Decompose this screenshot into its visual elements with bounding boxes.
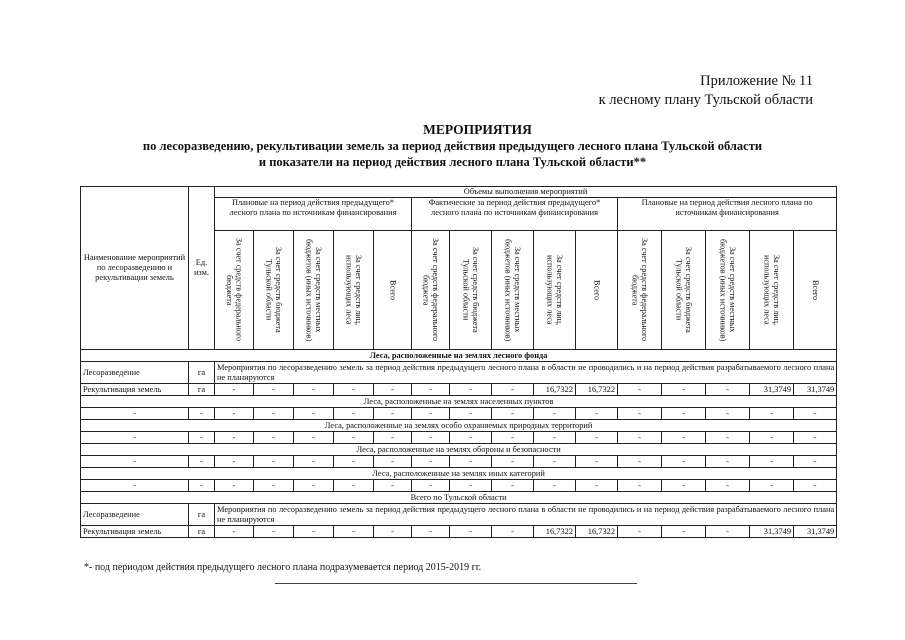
header-group-planned-new: Плановые на период действия лесного плана по источникам финансирования (618, 198, 837, 231)
row-note: Мероприятия по лесоразведению земель за период действия предыдущего лесного плана в области не проводились и на период действия разрабатываемого лесного плана не планируются (215, 504, 837, 526)
row-name: Рекультивация земель (81, 526, 189, 538)
section-row (81, 350, 837, 362)
section-forest-fund: Леса, расположенные на землях лесного фонда (81, 350, 837, 362)
cell: - (492, 384, 534, 396)
cell: - (294, 526, 334, 538)
table-row: - - - - - - - - - - - - - - - - - (81, 480, 837, 492)
section-row (81, 492, 837, 504)
section-settlements: Леса, расположенные на землях населенных пунктов (81, 396, 837, 408)
appendix-caption (599, 72, 813, 110)
cell: - (662, 526, 706, 538)
cell: - (450, 526, 492, 538)
header-local: За счет средств местных бюджетов (иных источников) (294, 231, 334, 350)
table-row (81, 384, 837, 396)
cell-plan-users: 31,3749 (750, 384, 794, 396)
cell: - (254, 526, 294, 538)
header-unit: Ед. изм. (189, 187, 215, 350)
section-row (81, 420, 837, 432)
cell: - (374, 384, 412, 396)
cell: - (334, 526, 374, 538)
row-name: Лесоразведение (81, 504, 189, 526)
section-other-categories: Леса, расположенные на землях иных категорий (81, 468, 837, 480)
header-users: За счет средств лиц, использующих леса (334, 231, 374, 350)
table-row (81, 504, 837, 526)
header-local: За счет средств местных бюджетов (иных источников) (706, 231, 750, 350)
title-line-3: и показатели на период действия лесного плана Тульской области** (258, 155, 647, 169)
row-unit: га (189, 384, 215, 396)
cell-plan-total: 31,3749 (794, 384, 837, 396)
bottom-divider (275, 583, 637, 584)
section-row (81, 468, 837, 480)
header-total: Всего (374, 231, 412, 350)
cell-fact-total: 16,7322 (576, 384, 618, 396)
row-unit: га (189, 526, 215, 538)
cell-plan-users: 31,3749 (750, 526, 794, 538)
section-row (81, 444, 837, 456)
cell: - (662, 384, 706, 396)
section-row (81, 396, 837, 408)
title-heading: МЕРОПРИЯТИЯ (423, 122, 532, 137)
cell: - (412, 526, 450, 538)
cell: - (492, 526, 534, 538)
document-title (0, 122, 905, 170)
table-row: - - - - - - - - - - - - - - - - - (81, 408, 837, 420)
header-users: За счет средств лиц, использующих леса (534, 231, 576, 350)
appendix-number: Приложение № 11 (700, 73, 813, 89)
cell: - (618, 526, 662, 538)
table-row (81, 526, 837, 538)
table-row: - - - - - - - - - - - - - - - - - (81, 456, 837, 468)
table-row (81, 362, 837, 384)
header-local: За счет средств местных бюджетов (иных источников) (492, 231, 534, 350)
footnote: *- под периодом действия предыдущего лесного плана подразумевается период 2015-2019 гг. (84, 562, 482, 573)
header-federal: За счет средств федерального бюджета (618, 231, 662, 350)
header-volumes: Объемы выполнения мероприятий (215, 187, 837, 198)
cell-fact-users: 16,7322 (534, 526, 576, 538)
cell: - (334, 384, 374, 396)
header-total: Всего (576, 231, 618, 350)
row-unit: га (189, 362, 215, 384)
header-name: Наименование мероприятий по лесоразведению и рекультивации земель (81, 187, 189, 350)
cell-fact-total: 16,7322 (576, 526, 618, 538)
header-federal: За счет средств федерального бюджета (412, 231, 450, 350)
section-total-region: Всего по Тульской области (81, 492, 837, 504)
table-row: - - - - - - - - - - - - - - - - - (81, 432, 837, 444)
header-regional: За счет средств бюджета Тульской области (450, 231, 492, 350)
row-name: Рекультивация земель (81, 384, 189, 396)
header-users: За счет средств лиц, использующих леса (750, 231, 794, 350)
cell: - (706, 384, 750, 396)
cell: - (294, 384, 334, 396)
cell: - (412, 384, 450, 396)
measures-table (80, 186, 837, 538)
cell-fact-users: 16,7322 (534, 384, 576, 396)
header-federal: За счет средств федерального бюджета (215, 231, 254, 350)
header-total: Всего (794, 231, 837, 350)
row-unit: га (189, 504, 215, 526)
section-defense: Леса, расположенные на землях обороны и безопасности (81, 444, 837, 456)
cell: - (374, 526, 412, 538)
header-group-planned-prev: Плановые на период действия предыдущего* лесного плана по источникам финансирования (215, 198, 412, 231)
row-note: Мероприятия по лесоразведению земель за период действия предыдущего лесного плана в области не проводились и на период действия разрабатываемого лесного плана не планируются (215, 362, 837, 384)
cell: - (450, 384, 492, 396)
row-name: Лесоразведение (81, 362, 189, 384)
cell: - (215, 384, 254, 396)
section-protected-areas: Леса, расположенные на землях особо охраняемых природных территорий (81, 420, 837, 432)
appendix-subtitle: к лесному плану Тульской области (598, 92, 813, 108)
cell: - (254, 384, 294, 396)
cell: - (706, 526, 750, 538)
title-line-2: по лесоразведению, рекультивации земель за период действия предыдущего лесного плана Тульской области (142, 139, 763, 153)
header-group-actual-prev: Фактические за период действия предыдущего* лесного плана по источникам финансирования (412, 198, 618, 231)
cell: - (618, 384, 662, 396)
cell-plan-total: 31,3749 (794, 526, 837, 538)
header-regional: За счет средств бюджета Тульской области (662, 231, 706, 350)
header-regional: За счет средств бюджета Тульской области (254, 231, 294, 350)
cell: - (215, 526, 254, 538)
